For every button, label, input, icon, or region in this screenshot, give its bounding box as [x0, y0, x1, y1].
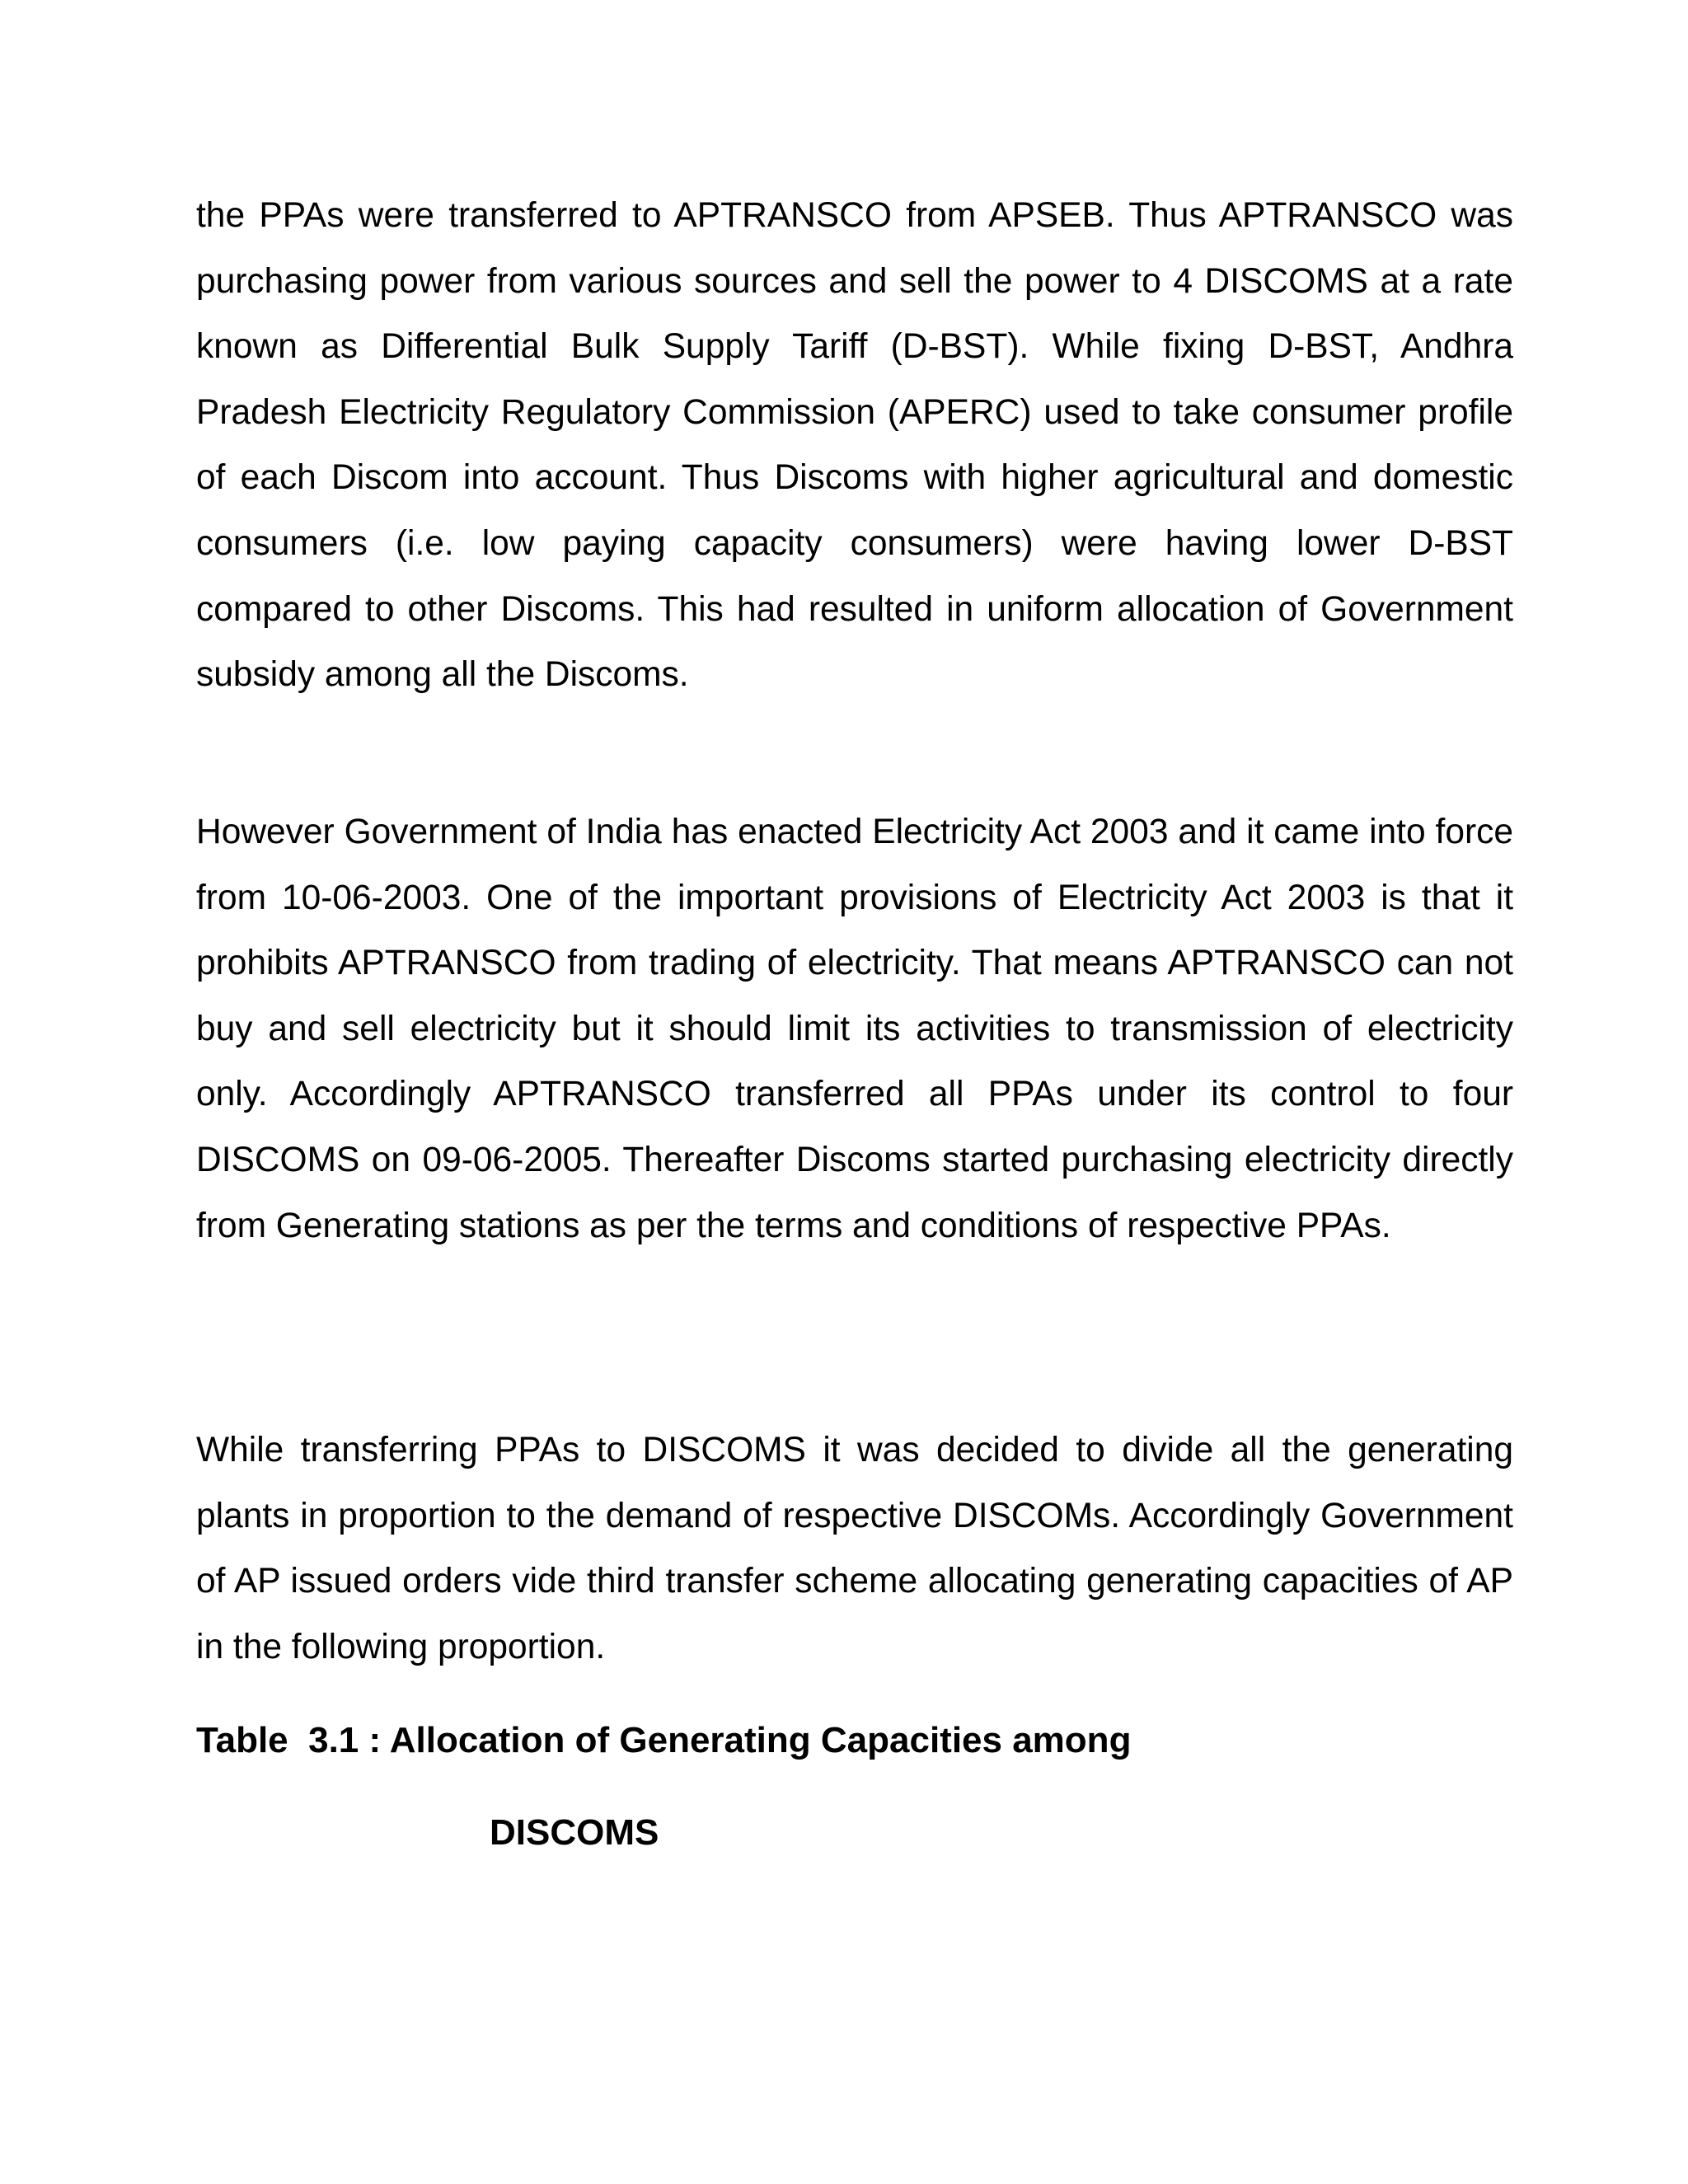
table-caption-continuation: DISCOMS — [490, 1812, 659, 1853]
table-caption: Table 3.1 : Allocation of Generating Capacities among — [196, 1720, 1132, 1760]
paragraph-allocation: While transferring PPAs to DISCOMS it was decided to divide all the generating plants in proportion to the demand of respective DISCOMs. Accordingly Government of AP issued orders vide third transfer scheme allocating generating capacities of AP in the following proportion. — [196, 1431, 1513, 1666]
paragraph-electricity-act: However Government of India has enacted Electricity Act 2003 and it came into force from 10-06-2003. One of the important provisions of Electricity Act 2003 is that it prohibits APTRANSCO from trading of electricity. That means APTRANSCO can not buy and sell electricity but it should limit its activities to transmission of electricity only. Accordingly APTRANSCO transferred all PPAs under its control to four DISCOMS on 09-06-2005. Thereafter Discoms started purchasing electricity directly from Generating stations as per the terms and conditions of respective PPAs. — [196, 813, 1513, 1245]
paragraph-ppa-transfer: the PPAs were transferred to APTRANSCO from APSEB. Thus APTRANSCO was purchasing power from various sources and sell the power to 4 DISCOMS at a rate known as Differential Bulk Supply Tariff (D-BST). While fixing D-BST, Andhra Pradesh Electricity Regulatory Commission (APERC) used to take consumer profile of each Discom into account. Thus Discoms with higher agricultural and domestic consumers (i.e. low paying capacity consumers) were having lower D-BST compared to other Discoms. This had resulted in uniform allocation of Government subsidy among all the Discoms. — [196, 196, 1513, 695]
